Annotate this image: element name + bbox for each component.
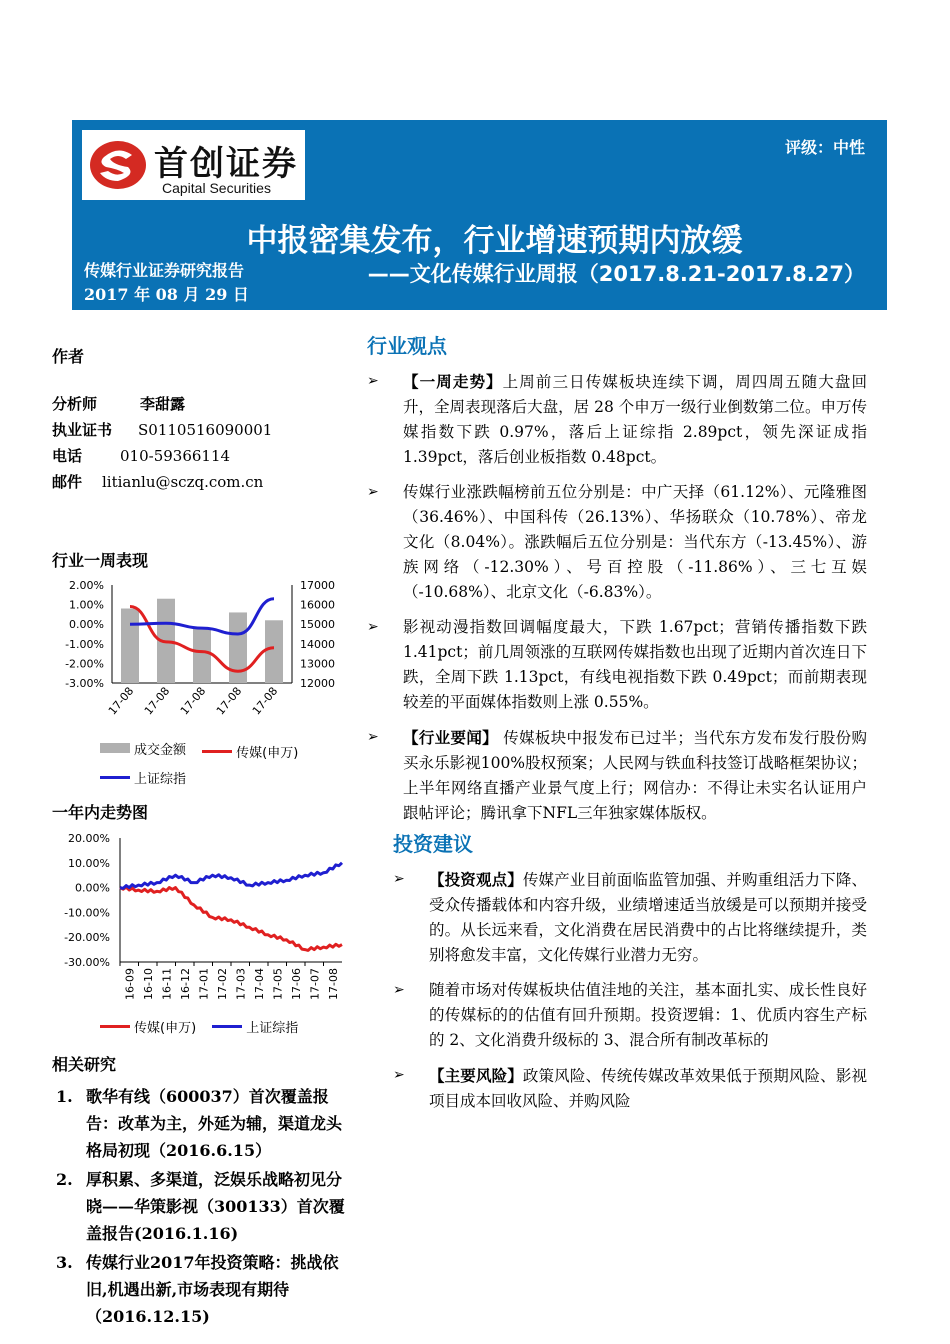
x-tick-label: 17-08 [213, 684, 245, 718]
legend-media-swatch [202, 750, 232, 753]
volume-bar [193, 628, 211, 683]
logo-mark-icon [88, 135, 148, 195]
chart1-legend [100, 738, 360, 788]
analyst-name: 李甜露 [140, 395, 186, 413]
arrow-bullet-icon: ➢ [367, 729, 379, 745]
email-label: 邮件 [52, 473, 83, 491]
license-number: S0110516090001 [138, 421, 273, 439]
y-tick-label: 20.00% [68, 832, 110, 845]
y-tick-label: -30.00% [64, 956, 110, 969]
phone-row [52, 443, 357, 469]
related-item[interactable]: 1. 歌华有线（600037）首次覆盖报告：改革为主，外延为辅，渠道龙头格局初现（2016.6.15） [56, 1087, 343, 1160]
arrow-bullet-icon: ➢ [393, 982, 405, 998]
legend-volume: 成交金额 [100, 738, 186, 758]
industry-bullet: ➢ 【行业要闻】 传媒板块中报发布已过半；当代东方发布发行股份购买永乐影视100%股权预案；人民网与铁血科技签订战略框架协议；上半年网络直播产业景气度上行；网信办：不得让未实名认证用户跟帖评论；腾讯拿下NFL三年独家媒体版权。 [367, 725, 867, 826]
industry-view-heading: 行业观点 [367, 334, 447, 358]
investment-bullet: ➢ 【投资观点】传媒产业目前面临监管加强、并购重组活力下降、受众传播载体和内容升级，业绩增速适当放缓是可以预期并接受的。从长远来看，文化消费在居民消费中的占比将继续提升，类别将愈发丰富，文化传媒行业潜力无穷。 [393, 867, 867, 968]
arrow-bullet-icon: ➢ [367, 373, 379, 389]
y-left-tick-label: 1.00% [69, 598, 104, 612]
y-right-tick-label: 12000 [300, 677, 335, 690]
related-research [52, 1052, 357, 1330]
y-right-tick-label: 16000 [300, 598, 335, 612]
license-label: 执业证书 [52, 421, 113, 439]
arrow-bullet-icon: ➢ [367, 619, 379, 635]
author-heading: 作者 [52, 347, 85, 366]
y-right-tick-label: 17000 [300, 579, 335, 592]
license-row [52, 417, 357, 443]
report-date: 2017 年 08 月 29 日 [84, 285, 249, 304]
x-tick-label: 17-08 [105, 684, 137, 718]
y-left-tick-label: 0.00% [69, 618, 104, 632]
report-header [72, 120, 887, 310]
legend-volume-swatch [100, 743, 130, 753]
industry-bullet: ➢ 影视动漫指数回调幅度最大，下跌 1.67pct；营销传播指数下跌 1.41pct；前几周领涨的互联网传媒指数也出现了近期内首次连日下跌，全周下跌 1.13pct，有线电视指数下跌 0.49pct；而前期表现较差的平面媒体指数则上涨 0.55%。 [367, 615, 867, 715]
legend2-media-swatch [100, 1025, 130, 1028]
legend2-media: 传媒(申万) [100, 1016, 196, 1036]
report-title: 中报密集发布，行业增速预期内放缓 [246, 223, 743, 259]
y-tick-label: -20.00% [64, 931, 110, 945]
logo-english-name: Capital Securities [162, 180, 271, 196]
legend-sse-swatch [100, 776, 130, 779]
x-tick-label: 17-05 [271, 968, 285, 1000]
x-tick-label: 17-06 [289, 968, 303, 1000]
x-tick-label: 16-10 [141, 968, 155, 1000]
y-right-tick-label: 13000 [300, 657, 335, 671]
legend2-sse: 上证综指 [212, 1016, 298, 1036]
email-row [52, 469, 357, 495]
y-left-tick-label: -1.00% [65, 637, 104, 651]
company-logo [82, 130, 305, 200]
legend-media: 传媒(申万) [202, 742, 298, 762]
y-right-tick-label: 14000 [300, 637, 335, 651]
y-tick-label: 0.00% [75, 881, 110, 895]
email-link[interactable]: litianlu@sczq.com.cn [102, 473, 264, 491]
y-left-tick-label: -3.00% [65, 677, 104, 690]
report-subtitle: ——文化传媒行业周报（2017.8.21-2017.8.27） [367, 262, 865, 286]
media-index-line [120, 887, 342, 950]
y-left-tick-label: 2.00% [69, 579, 104, 592]
y-tick-label: 10.00% [68, 856, 110, 870]
arrow-bullet-icon: ➢ [393, 871, 405, 887]
logo-chinese-name: 首创证券 [154, 144, 298, 184]
main-content [367, 330, 867, 1114]
x-tick-label: 17-07 [308, 968, 322, 1000]
industry-bullet: ➢ 【一周走势】上周前三日传媒板块连续下调，周四周五随大盘回升，全周表现落后大盘，居 28 个申万一级行业倒数第二位。申万传媒指数下跌 0.97%，落后上证综指 2.89pct，领先深证成指 1.39pct，落后创业板指数 0.48pct。 [367, 369, 867, 470]
arrow-bullet-icon: ➢ [367, 484, 379, 500]
related-item[interactable]: 3. 传媒行业2017年投资策略：挑战依旧,机遇出新,市场表现有期待（2016.12.15) [56, 1253, 339, 1326]
y-right-tick-label: 15000 [300, 618, 335, 632]
x-tick-label: 17-03 [234, 968, 248, 1000]
chart2-legend [100, 1016, 360, 1036]
volume-bar [121, 609, 139, 683]
investment-heading: 投资建议 [393, 832, 473, 856]
analyst-row [52, 391, 357, 417]
x-tick-label: 17-08 [141, 684, 173, 718]
chart2-title: 一年内走势图 [52, 803, 149, 822]
x-tick-label: 17-02 [215, 968, 229, 1000]
related-heading: 相关研究 [52, 1055, 117, 1074]
x-tick-label: 17-08 [326, 968, 340, 1000]
legend2-sse-swatch [212, 1025, 242, 1028]
investment-bullet: ➢ 随着市场对传媒板块估值洼地的关注，基本面扎实、成长性良好的传媒标的的估值有回升预期。投资逻辑：1、优质内容生产标的 2、文化消费升级标的 3、混合所有制改革标的 [393, 978, 867, 1053]
x-tick-label: 17-04 [252, 968, 266, 1000]
phone-label: 电话 [52, 447, 83, 465]
legend-sse: 上证综指 [100, 768, 186, 788]
rating: 评级：中性 [784, 138, 865, 157]
volume-bar [265, 620, 283, 683]
x-tick-label: 16-12 [178, 968, 192, 1000]
related-item[interactable]: 2. 厚积累、多渠道，泛娱乐战略初见分晓——华策影视（300133）首次覆盖报告(2016.1.16) [56, 1170, 345, 1243]
analyst-label: 分析师 [52, 395, 98, 413]
x-tick-label: 17-01 [197, 968, 211, 1000]
sse-index-line [120, 863, 342, 889]
weekly-performance-chart [52, 575, 352, 735]
report-type: 传媒行业证券研究报告 [84, 261, 245, 280]
author-panel [52, 330, 357, 495]
y-left-tick-label: -2.00% [65, 657, 104, 671]
yearly-trend-chart [52, 828, 352, 1013]
investment-bullet: ➢ 【主要风险】政策风险、传统传媒改革效果低于预期风险、影视项目成本回收风险、并购风险 [393, 1063, 867, 1114]
x-tick-label: 17-08 [249, 684, 281, 718]
x-tick-label: 16-11 [160, 968, 174, 1000]
x-tick-label: 16-09 [123, 968, 137, 1000]
chart1-title: 行业一周表现 [52, 551, 149, 570]
arrow-bullet-icon: ➢ [393, 1067, 405, 1083]
phone-number: 010-59366114 [120, 447, 231, 465]
x-tick-label: 17-08 [177, 684, 209, 718]
industry-bullet: ➢ 传媒行业涨跌幅榜前五位分别是：中广天择（61.12%）、元隆雅图（36.46%）、中国科传（26.13%）、华扬联众（10.78%）、帝龙文化（8.04%）。涨跌幅后五位分别是：当代东方（-13.45%）、游族网络（-12.30%）、号百控股（-11.86%）、三七互娱（-10.68%）、北京文化（-6.83%）。 [367, 480, 867, 605]
y-tick-label: -10.00% [64, 906, 110, 920]
